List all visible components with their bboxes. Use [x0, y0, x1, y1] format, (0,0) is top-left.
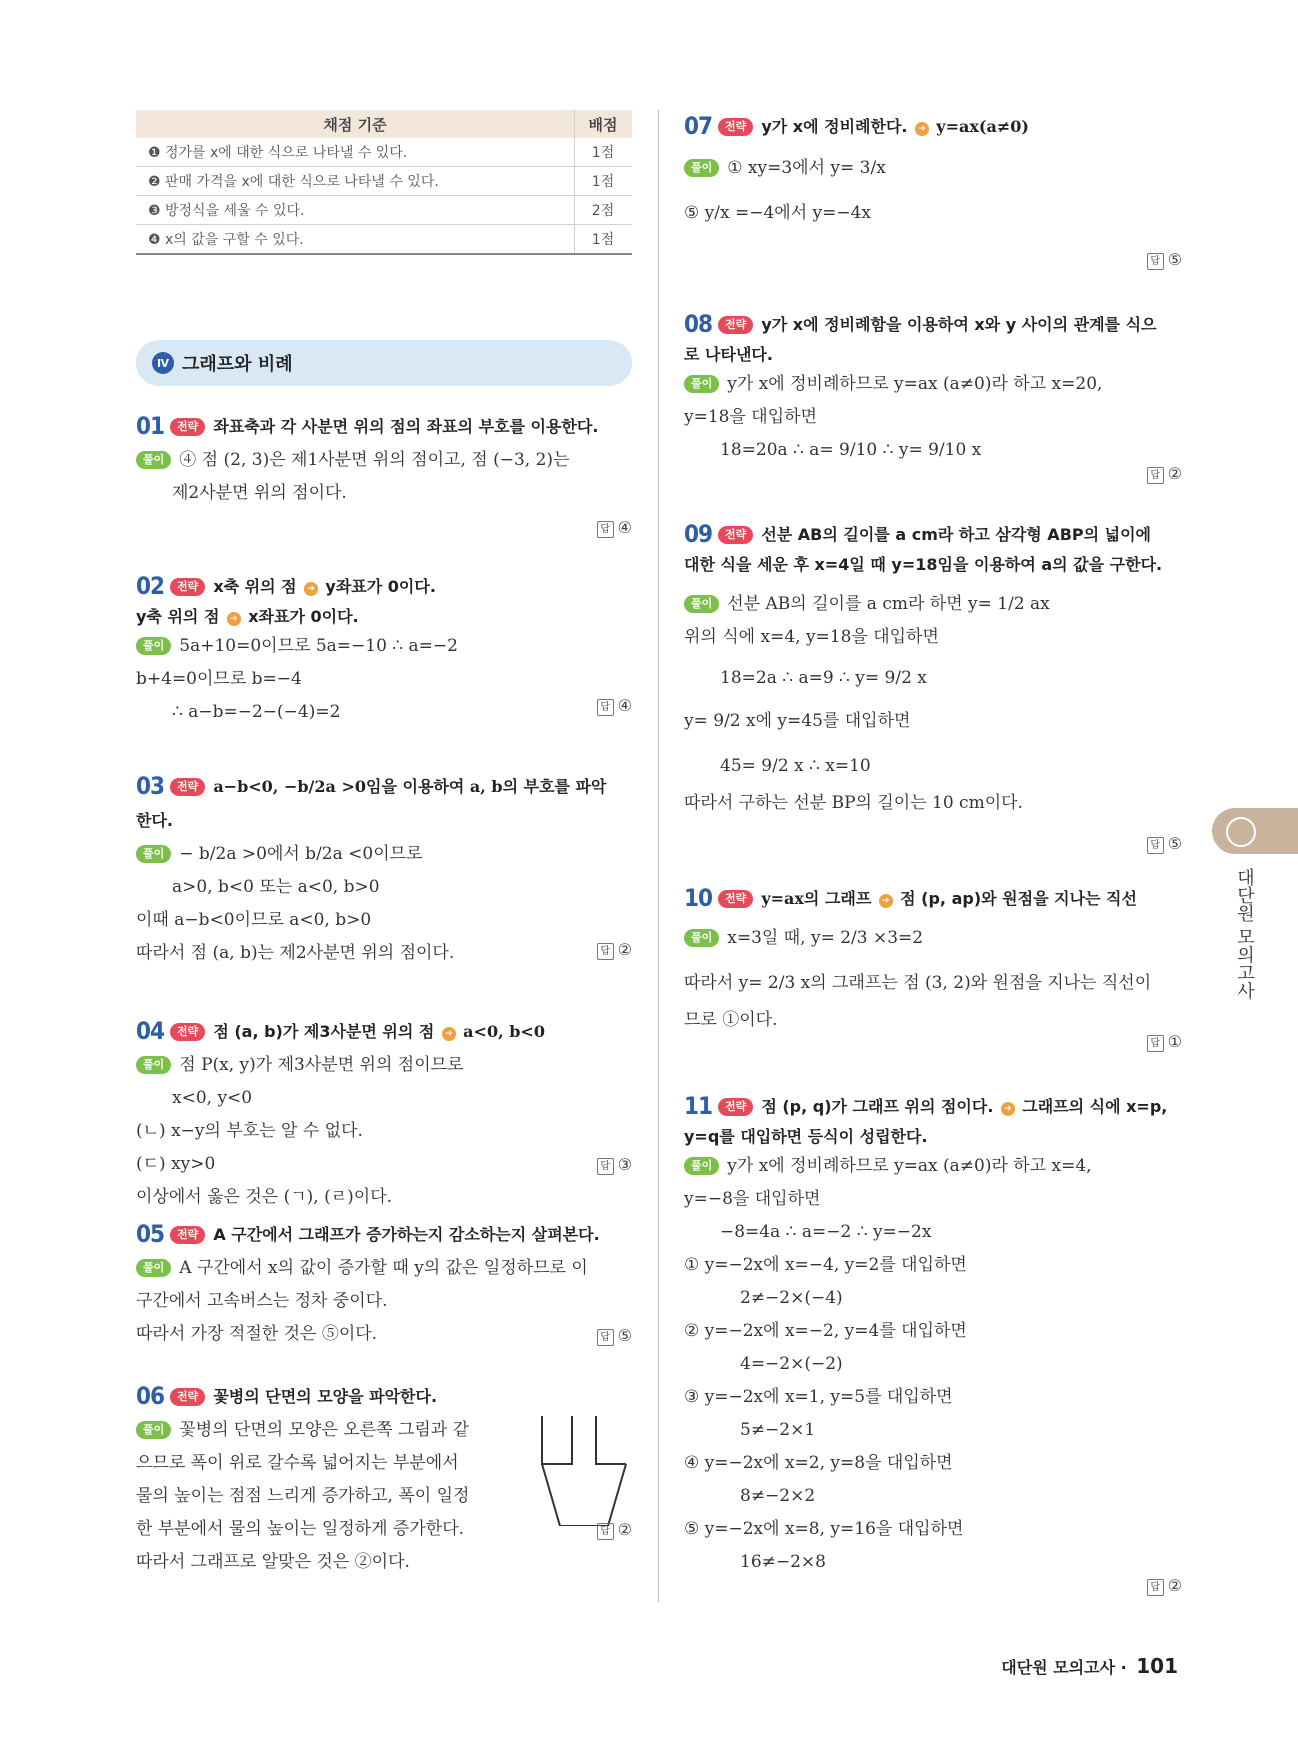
points-cell: 1점	[575, 138, 633, 167]
answer-icon: 답	[1147, 467, 1164, 484]
answer-value: ⑤	[1167, 834, 1182, 853]
arrow-icon: ➜	[227, 612, 241, 626]
strategy-tag: 전략	[170, 418, 205, 436]
answer	[1147, 464, 1182, 484]
solution-tag: 풀이	[684, 1157, 719, 1175]
left-column	[136, 110, 632, 1572]
solution-line: 으므로 폭이 위로 갈수록 넓어지는 부분에서	[136, 1453, 459, 1473]
solution-line: 5a+10=0이므로 5a=−10 ∴ a=−2	[179, 636, 458, 656]
solution-line: ⑤ y=−2x에 x=8, y=16을 대입하면	[684, 1519, 964, 1539]
solution-line: 점 P(x, y)가 제3사분면 위의 점이므로	[179, 1055, 464, 1075]
answer-value: ②	[1167, 464, 1182, 483]
solution-line: 선분 AB의 길이를 a cm라 하면 y= 1/2 ax	[727, 594, 1050, 614]
answer-icon: 답	[597, 1329, 614, 1346]
answer	[597, 940, 632, 960]
table-row	[136, 225, 632, 255]
question-number: 11	[684, 1092, 713, 1120]
strategy-tag: 전략	[718, 1098, 753, 1116]
arrow-icon: ➜	[442, 1027, 456, 1041]
strategy-tag: 전략	[170, 1388, 205, 1406]
points-cell: 2점	[575, 196, 633, 225]
solution-tag: 풀이	[136, 1421, 171, 1439]
scoring-table	[136, 110, 632, 255]
answer	[597, 1520, 632, 1540]
answer-value: ②	[617, 1520, 632, 1539]
question-number: 07	[684, 112, 713, 140]
solution-line: 4=−2×(−2)	[740, 1354, 843, 1374]
strategy-tag: 전략	[718, 526, 753, 544]
answer-icon: 답	[1147, 1579, 1164, 1596]
solution-line: 5≠−2×1	[740, 1420, 816, 1440]
answer-value: ②	[617, 940, 632, 959]
solution-line: ① xy=3에서 y= 3/x	[727, 158, 886, 178]
solution-line: y=18을 대입하면	[684, 407, 817, 427]
strategy-tag: 전략	[170, 778, 205, 796]
strategy-text: y가 x에 정비례한다.	[761, 117, 908, 136]
solution-line: −8=4a ∴ a=−2 ∴ y=−2x	[720, 1222, 932, 1242]
page-footer: 대단원 모의고사 · 101	[1001, 1654, 1178, 1678]
question-02	[136, 570, 632, 729]
answer-value: ⑤	[617, 1326, 632, 1345]
solution-line: (ㄴ) x−y의 부호는 알 수 없다.	[136, 1121, 363, 1141]
answer	[597, 1326, 632, 1346]
question-05	[136, 1218, 632, 1351]
solution-tag: 풀이	[684, 595, 719, 613]
solution-line: b+4=0이므로 b=−4	[136, 669, 302, 689]
solution-line: a>0, b<0 또는 a<0, b>0	[172, 877, 380, 897]
strategy-text: y가 x에 정비례함을 이용하여 x와 y 사이의 관계를 식으	[761, 315, 1157, 334]
criteria-header: 채점 기준	[136, 110, 575, 138]
question-03	[136, 770, 632, 970]
answer	[1147, 250, 1182, 270]
solution-line: ② y=−2x에 x=−2, y=4를 대입하면	[684, 1321, 967, 1341]
criteria-cell: ❶ 정가를 x에 대한 식으로 나타낼 수 있다.	[136, 138, 575, 167]
solution-line: 물의 높이는 점점 느리게 증가하고, 폭이 일정	[136, 1486, 470, 1506]
strategy-text: y축 위의 점	[136, 607, 220, 626]
answer	[1147, 1032, 1182, 1052]
solution-line: − b/2a >0에서 b/2a <0이므로	[179, 844, 423, 864]
unit-number-badge: Ⅳ	[152, 352, 174, 374]
question-number: 09	[684, 520, 713, 548]
solution-line: ⑤ y/x =−4에서 y=−4x	[684, 203, 872, 223]
solution-line: 꽃병의 단면의 모양은 오른쪽 그림과 같	[179, 1420, 470, 1440]
question-11	[684, 1090, 1182, 1595]
answer	[597, 518, 632, 538]
unit-heading	[136, 340, 632, 386]
solution-tag: 풀이	[684, 159, 719, 177]
solution-line: ① y=−2x에 x=−4, y=2를 대입하면	[684, 1255, 967, 1275]
solution-line: 구간에서 고속버스는 정차 중이다.	[136, 1291, 388, 1311]
answer	[597, 696, 632, 716]
strategy-text: 꽃병의 단면의 모양을 파악한다.	[213, 1387, 438, 1406]
strategy-text: 로 나타낸다.	[684, 345, 773, 364]
criteria-cell: ❹ x의 값을 구할 수 있다.	[136, 225, 575, 255]
solution-line: 따라서 y= 2/3 x의 그래프는 점 (3, 2)와 원점을 지나는 직선이	[684, 973, 1152, 993]
solution-line: 한 부분에서 물의 높이는 일정하게 증가한다.	[136, 1519, 465, 1539]
question-07	[684, 110, 1182, 269]
answer-icon: 답	[1147, 253, 1164, 270]
question-number: 10	[684, 884, 713, 912]
strategy-tag: 전략	[718, 118, 753, 136]
solution-line: A 구간에서 x의 값이 증가할 때 y의 값은 일정하므로 이	[179, 1258, 588, 1278]
answer-icon: 답	[597, 521, 614, 538]
strategy-text: a−b<0, −b/2a >0임을 이용하여 a, b의 부호를 파악	[213, 777, 607, 796]
answer-value: ②	[1167, 1576, 1182, 1595]
answer-value: ④	[617, 518, 632, 537]
points-header: 배점	[575, 110, 633, 138]
strategy-text: 좌표축과 각 사분면 위의 점의 좌표의 부호를 이용한다.	[213, 417, 599, 436]
answer	[597, 1155, 632, 1175]
solution-line: 따라서 점 (a, b)는 제2사분면 위의 점이다.	[136, 943, 455, 963]
solution-line: 2≠−2×(−4)	[740, 1288, 843, 1308]
question-number: 03	[136, 772, 165, 800]
strategy-text: 점 (p, q)가 그래프 위의 점이다.	[761, 1097, 994, 1116]
solution-line: x=3일 때, y= 2/3 ×3=2	[727, 928, 924, 948]
answer	[1147, 834, 1182, 854]
criteria-cell: ❷ 판매 가격을 x에 대한 식으로 나타낼 수 있다.	[136, 167, 575, 196]
solution-line: ∴ a−b=−2−(−4)=2	[172, 702, 341, 722]
solution-line: y= 9/2 x에 y=45를 대입하면	[684, 711, 911, 731]
criteria-cell: ❸ 방정식을 세울 수 있다.	[136, 196, 575, 225]
strategy-text: x축 위의 점	[213, 577, 297, 596]
answer-icon: 답	[1147, 837, 1164, 854]
arrow-icon: ➜	[915, 122, 929, 136]
question-number: 06	[136, 1382, 165, 1410]
side-label: 대단원 모의고사	[1234, 868, 1255, 1000]
solution-line: ④ y=−2x에 x=2, y=8을 대입하면	[684, 1453, 953, 1473]
question-number: 05	[136, 1220, 165, 1248]
answer-icon: 답	[597, 1523, 614, 1540]
strategy-text: A 구간에서 그래프가 증가하는지 감소하는지 살펴본다.	[213, 1225, 600, 1244]
solution-line: (ㄷ) xy>0	[136, 1154, 216, 1174]
solution-line: 45= 9/2 x ∴ x=10	[720, 756, 871, 776]
solution-line: 므로 ①이다.	[684, 1010, 778, 1030]
question-01	[136, 410, 632, 537]
solution-tag: 풀이	[136, 1056, 171, 1074]
question-10	[684, 882, 1182, 1051]
strategy-tag: 전략	[718, 890, 753, 908]
strategy-text: a<0, b<0	[463, 1022, 545, 1041]
strategy-text: 점 (a, b)가 제3사분면 위의 점	[213, 1022, 435, 1041]
strategy-text: 점 (p, ap)와 원점을 지나는 직선	[900, 889, 1137, 908]
answer-value: ⑤	[1167, 250, 1182, 269]
solution-tag: 풀이	[136, 637, 171, 655]
solution-line: 따라서 가장 적절한 것은 ⑤이다.	[136, 1324, 378, 1344]
strategy-tag: 전략	[718, 316, 753, 334]
answer-value: ③	[617, 1155, 632, 1174]
solution-tag: 풀이	[136, 1259, 171, 1277]
question-number: 08	[684, 310, 713, 338]
solution-line: y가 x에 정비례하므로 y=ax (a≠0)라 하고 x=20,	[727, 374, 1103, 394]
strategy-text: y=ax(a≠0)	[936, 117, 1029, 136]
question-number: 04	[136, 1017, 165, 1045]
solution-tag: 풀이	[136, 845, 171, 863]
answer	[1147, 1576, 1182, 1596]
strategy-tag: 전략	[170, 1023, 205, 1041]
chapter-tab[interactable]	[1212, 808, 1298, 854]
solution-tag: 풀이	[684, 375, 719, 393]
answer-icon: 답	[1147, 1035, 1164, 1052]
answer-value: ④	[617, 696, 632, 715]
strategy-text: 그래프의 식에 x=p,	[1022, 1097, 1168, 1116]
question-06	[136, 1380, 632, 1579]
arrow-icon: ➜	[304, 582, 318, 596]
strategy-text: y=ax의 그래프	[761, 889, 872, 908]
solution-line: y가 x에 정비례하므로 y=ax (a≠0)라 하고 x=4,	[727, 1156, 1092, 1176]
solution-line: 이때 a−b<0이므로 a<0, b>0	[136, 910, 372, 930]
solution-tag: 풀이	[684, 929, 719, 947]
solution-line: 따라서 그래프로 알맞은 것은 ②이다.	[136, 1552, 410, 1572]
solution-line: 18=2a ∴ a=9 ∴ y= 9/2 x	[720, 668, 927, 688]
answer-icon: 답	[597, 1158, 614, 1175]
arrow-icon: ➜	[879, 894, 893, 908]
footer-section: 대단원 모의고사	[1001, 1658, 1116, 1677]
trophy-icon	[1226, 817, 1256, 847]
vase-cross-section-diagram	[534, 1416, 634, 1526]
strategy-text: x좌표가 0이다.	[248, 607, 359, 626]
strategy-text: y=q를 대입하면 등식이 성립한다.	[684, 1127, 928, 1146]
strategy-text: 선분 AB의 길이를 a cm라 하고 삼각형 ABP의 넓이에	[761, 525, 1152, 544]
solution-tag: 풀이	[136, 451, 171, 469]
strategy-text: 한다.	[136, 811, 173, 830]
solution-line: 따라서 구하는 선분 BP의 길이는 10 cm이다.	[684, 793, 1023, 813]
table-header-row	[136, 110, 632, 138]
question-number: 02	[136, 572, 165, 600]
strategy-text: y좌표가 0이다.	[325, 577, 436, 596]
points-cell: 1점	[575, 225, 633, 255]
table-row	[136, 167, 632, 196]
table-row	[136, 138, 632, 167]
question-number: 01	[136, 412, 165, 440]
points-cell: 1점	[575, 167, 633, 196]
column-divider	[658, 110, 659, 1602]
strategy-text: 대한 식을 세운 후 x=4일 때 y=18임을 이용하여 a의 값을 구한다.	[684, 555, 1163, 574]
solution-line: 8≠−2×2	[740, 1486, 816, 1506]
arrow-icon: ➜	[1001, 1102, 1015, 1116]
solution-line: y=−8을 대입하면	[684, 1189, 821, 1209]
solution-line: 제2사분면 위의 점이다.	[172, 483, 347, 503]
strategy-tag: 전략	[170, 578, 205, 596]
solution-line: 18=20a ∴ a= 9/10 ∴ y= 9/10 x	[720, 440, 982, 460]
question-08	[684, 308, 1182, 483]
solution-line: 16≠−2×8	[740, 1552, 826, 1572]
answer-icon: 답	[597, 699, 614, 716]
unit-title: 그래프와 비례	[182, 354, 293, 375]
answer-value: ①	[1167, 1032, 1182, 1051]
answer-icon: 답	[597, 943, 614, 960]
solution-line: ④ 점 (2, 3)은 제1사분면 위의 점이고, 점 (−3, 2)는	[179, 450, 570, 470]
table-row	[136, 196, 632, 225]
question-04	[136, 1015, 632, 1214]
strategy-tag: 전략	[170, 1226, 205, 1244]
page-number: 101	[1136, 1654, 1178, 1678]
solution-line: 이상에서 옳은 것은 (ㄱ), (ㄹ)이다.	[136, 1187, 393, 1207]
solution-line: ③ y=−2x에 x=1, y=5를 대입하면	[684, 1387, 953, 1407]
solution-line: x<0, y<0	[172, 1088, 253, 1108]
solution-line: 위의 식에 x=4, y=18을 대입하면	[684, 627, 939, 647]
question-09	[684, 518, 1182, 853]
